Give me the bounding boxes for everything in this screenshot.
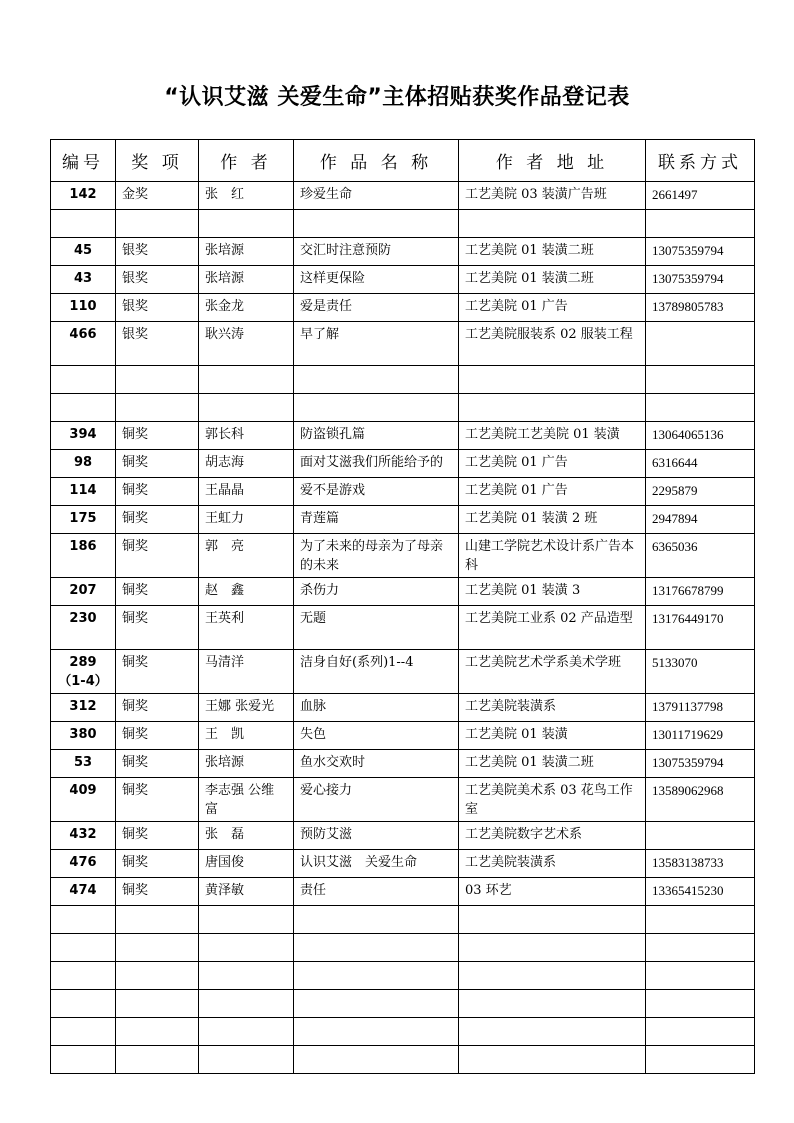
cell-contact	[646, 394, 755, 422]
cell-work-title: 爱是责任	[294, 294, 459, 322]
cell-award: 铜奖	[116, 606, 199, 650]
cell-award: 铜奖	[116, 778, 199, 822]
cell-address: 工艺美院 01 广告	[459, 450, 646, 478]
cell-award	[116, 990, 199, 1018]
cell-work-title: 青莲篇	[294, 506, 459, 534]
table-row	[51, 606, 755, 650]
cell-number: 186	[51, 534, 116, 578]
cell-work-title	[294, 990, 459, 1018]
cell-number: 43	[51, 266, 116, 294]
cell-address: 工艺美院 01 装潢二班	[459, 750, 646, 778]
cell-work-title: 这样更保险	[294, 266, 459, 294]
cell-author: 张 磊	[199, 822, 294, 850]
cell-address	[459, 394, 646, 422]
cell-contact	[646, 906, 755, 934]
cell-author: 唐国俊	[199, 850, 294, 878]
cell-award: 铜奖	[116, 578, 199, 606]
cell-award	[116, 962, 199, 990]
cell-author	[199, 366, 294, 394]
cell-award: 银奖	[116, 322, 199, 366]
cell-contact: 13075359794	[646, 750, 755, 778]
cell-author: 郭 亮	[199, 534, 294, 578]
cell-address	[459, 934, 646, 962]
cell-author: 王娜 张爱光	[199, 694, 294, 722]
cell-award: 铜奖	[116, 478, 199, 506]
table-row	[51, 722, 755, 750]
cell-author	[199, 394, 294, 422]
cell-author: 张金龙	[199, 294, 294, 322]
cell-work-title	[294, 1046, 459, 1074]
cell-address: 工艺美院装潢系	[459, 850, 646, 878]
cell-address	[459, 906, 646, 934]
cell-number: 432	[51, 822, 116, 850]
cell-award: 银奖	[116, 238, 199, 266]
cell-work-title: 为了未来的母亲为了母亲的未来	[294, 534, 459, 578]
header-author: 作 者	[199, 140, 294, 182]
table-row	[51, 906, 755, 934]
cell-number: 114	[51, 478, 116, 506]
header-contact: 联系方式	[646, 140, 755, 182]
cell-award: 铜奖	[116, 850, 199, 878]
cell-contact	[646, 990, 755, 1018]
cell-award	[116, 1046, 199, 1074]
cell-contact: 13064065136	[646, 422, 755, 450]
cell-work-title	[294, 934, 459, 962]
cell-contact: 6316644	[646, 450, 755, 478]
cell-number: 53	[51, 750, 116, 778]
cell-award	[116, 1018, 199, 1046]
table-row	[51, 578, 755, 606]
cell-author: 王英利	[199, 606, 294, 650]
cell-contact: 13011719629	[646, 722, 755, 750]
cell-number: 289（1-4）	[51, 650, 116, 694]
table-row	[51, 1046, 755, 1074]
cell-award: 银奖	[116, 266, 199, 294]
cell-number	[51, 366, 116, 394]
cell-author: 王虹力	[199, 506, 294, 534]
cell-work-title: 爱心接力	[294, 778, 459, 822]
cell-number: 45	[51, 238, 116, 266]
cell-contact: 5133070	[646, 650, 755, 694]
cell-contact	[646, 822, 755, 850]
table-row	[51, 266, 755, 294]
cell-address: 工艺美院美术系 03 花鸟工作室	[459, 778, 646, 822]
cell-contact: 13583138733	[646, 850, 755, 878]
cell-award: 银奖	[116, 294, 199, 322]
cell-contact: 13789805783	[646, 294, 755, 322]
cell-award	[116, 210, 199, 238]
cell-address: 工艺美院艺术学系美术学班	[459, 650, 646, 694]
cell-address: 工艺美院 03 装潢广告班	[459, 182, 646, 210]
cell-work-title: 珍爱生命	[294, 182, 459, 210]
table-row	[51, 750, 755, 778]
cell-address: 工艺美院 01 广告	[459, 478, 646, 506]
table-row	[51, 850, 755, 878]
cell-author	[199, 906, 294, 934]
cell-number	[51, 962, 116, 990]
table-row	[51, 294, 755, 322]
cell-contact: 2947894	[646, 506, 755, 534]
table-row	[51, 650, 755, 694]
cell-award: 金奖	[116, 182, 199, 210]
cell-contact	[646, 366, 755, 394]
cell-work-title: 杀伤力	[294, 578, 459, 606]
table-row	[51, 1018, 755, 1046]
cell-award	[116, 366, 199, 394]
cell-address: 山建工学院艺术设计系广告本科	[459, 534, 646, 578]
cell-number	[51, 934, 116, 962]
cell-award: 铜奖	[116, 694, 199, 722]
cell-contact: 13365415230	[646, 878, 755, 906]
cell-number: 230	[51, 606, 116, 650]
cell-author: 赵 鑫	[199, 578, 294, 606]
cell-award: 铜奖	[116, 450, 199, 478]
cell-work-title: 血脉	[294, 694, 459, 722]
cell-number: 380	[51, 722, 116, 750]
table-row	[51, 322, 755, 366]
cell-number: 476	[51, 850, 116, 878]
cell-address: 工艺美院 01 装潢二班	[459, 266, 646, 294]
cell-work-title: 面对艾滋我们所能给予的	[294, 450, 459, 478]
cell-address: 03 环艺	[459, 878, 646, 906]
cell-contact	[646, 934, 755, 962]
cell-award	[116, 906, 199, 934]
cell-contact	[646, 210, 755, 238]
table-row	[51, 238, 755, 266]
cell-award	[116, 934, 199, 962]
cell-address	[459, 1018, 646, 1046]
cell-address: 工艺美院装潢系	[459, 694, 646, 722]
cell-contact: 13176449170	[646, 606, 755, 650]
cell-address	[459, 962, 646, 990]
cell-author: 马清洋	[199, 650, 294, 694]
cell-author	[199, 1018, 294, 1046]
cell-author	[199, 934, 294, 962]
cell-work-title: 早了解	[294, 322, 459, 366]
header-number: 编号	[51, 140, 116, 182]
cell-number: 409	[51, 778, 116, 822]
cell-author	[199, 210, 294, 238]
cell-author: 黄泽敏	[199, 878, 294, 906]
cell-work-title: 洁身自好(系列)1--4	[294, 650, 459, 694]
cell-number	[51, 1046, 116, 1074]
cell-contact: 13589062968	[646, 778, 755, 822]
cell-address	[459, 1046, 646, 1074]
table-row	[51, 778, 755, 822]
cell-address: 工艺美院工业系 02 产品造型	[459, 606, 646, 650]
cell-author	[199, 962, 294, 990]
cell-number: 466	[51, 322, 116, 366]
table-row	[51, 182, 755, 210]
cell-contact: 6365036	[646, 534, 755, 578]
cell-address: 工艺美院数字艺术系	[459, 822, 646, 850]
cell-work-title: 认识艾滋 关爱生命	[294, 850, 459, 878]
cell-number	[51, 990, 116, 1018]
cell-address	[459, 366, 646, 394]
cell-author: 胡志海	[199, 450, 294, 478]
cell-award	[116, 394, 199, 422]
cell-work-title: 交汇时注意预防	[294, 238, 459, 266]
table-row	[51, 210, 755, 238]
cell-award: 铜奖	[116, 722, 199, 750]
cell-work-title: 爱不是游戏	[294, 478, 459, 506]
cell-contact	[646, 1046, 755, 1074]
cell-contact: 13075359794	[646, 266, 755, 294]
cell-work-title	[294, 906, 459, 934]
cell-work-title	[294, 366, 459, 394]
cell-contact: 2661497	[646, 182, 755, 210]
cell-work-title: 防盗锁孔篇	[294, 422, 459, 450]
cell-contact	[646, 322, 755, 366]
table-row	[51, 450, 755, 478]
table-row	[51, 478, 755, 506]
cell-number	[51, 394, 116, 422]
cell-number: 474	[51, 878, 116, 906]
cell-author	[199, 1046, 294, 1074]
cell-work-title: 预防艾滋	[294, 822, 459, 850]
cell-author	[199, 990, 294, 1018]
registration-table	[50, 139, 755, 1074]
table-row	[51, 394, 755, 422]
cell-number	[51, 906, 116, 934]
table-row	[51, 878, 755, 906]
cell-author: 郭长科	[199, 422, 294, 450]
cell-contact: 2295879	[646, 478, 755, 506]
cell-author: 王 凯	[199, 722, 294, 750]
cell-contact: 13176678799	[646, 578, 755, 606]
cell-award: 铜奖	[116, 878, 199, 906]
cell-work-title: 责任	[294, 878, 459, 906]
cell-address: 工艺美院 01 装潢 3	[459, 578, 646, 606]
cell-address: 工艺美院 01 广告	[459, 294, 646, 322]
cell-author: 张 红	[199, 182, 294, 210]
cell-contact: 13791137798	[646, 694, 755, 722]
cell-address: 工艺美院工艺美院 01 装潢	[459, 422, 646, 450]
cell-author: 李志强 公维富	[199, 778, 294, 822]
cell-award: 铜奖	[116, 506, 199, 534]
table-row	[51, 822, 755, 850]
table-header-row	[51, 140, 755, 182]
header-award: 奖 项	[116, 140, 199, 182]
cell-author: 张培源	[199, 238, 294, 266]
cell-address: 工艺美院 01 装潢	[459, 722, 646, 750]
cell-contact	[646, 962, 755, 990]
cell-author: 张培源	[199, 266, 294, 294]
cell-number: 312	[51, 694, 116, 722]
table-row	[51, 694, 755, 722]
cell-address	[459, 210, 646, 238]
cell-number: 175	[51, 506, 116, 534]
table-row	[51, 934, 755, 962]
table-row	[51, 962, 755, 990]
table-row	[51, 506, 755, 534]
cell-author: 张培源	[199, 750, 294, 778]
cell-work-title: 无题	[294, 606, 459, 650]
cell-number: 142	[51, 182, 116, 210]
cell-number: 207	[51, 578, 116, 606]
cell-work-title: 鱼水交欢时	[294, 750, 459, 778]
table-row	[51, 366, 755, 394]
document-title: “认识艾滋 关爱生命”主体招贴获奖作品登记表	[164, 85, 630, 110]
cell-contact	[646, 1018, 755, 1046]
cell-work-title	[294, 394, 459, 422]
cell-work-title	[294, 1018, 459, 1046]
table-row	[51, 422, 755, 450]
cell-award: 铜奖	[116, 750, 199, 778]
cell-number	[51, 210, 116, 238]
table-row	[51, 534, 755, 578]
cell-number	[51, 1018, 116, 1046]
cell-work-title	[294, 210, 459, 238]
cell-address: 工艺美院 01 装潢 2 班	[459, 506, 646, 534]
cell-number: 110	[51, 294, 116, 322]
header-work-title: 作 品 名 称	[294, 140, 459, 182]
cell-address: 工艺美院服装系 02 服装工程	[459, 322, 646, 366]
cell-address	[459, 990, 646, 1018]
header-author-address: 作 者 地 址	[459, 140, 646, 182]
cell-number: 98	[51, 450, 116, 478]
cell-author: 王晶晶	[199, 478, 294, 506]
cell-work-title	[294, 962, 459, 990]
table-row	[51, 990, 755, 1018]
cell-award: 铜奖	[116, 422, 199, 450]
cell-address: 工艺美院 01 装潢二班	[459, 238, 646, 266]
cell-award: 铜奖	[116, 534, 199, 578]
cell-author: 耿兴涛	[199, 322, 294, 366]
cell-contact: 13075359794	[646, 238, 755, 266]
cell-work-title: 失色	[294, 722, 459, 750]
cell-number: 394	[51, 422, 116, 450]
cell-award: 铜奖	[116, 822, 199, 850]
cell-award: 铜奖	[116, 650, 199, 694]
